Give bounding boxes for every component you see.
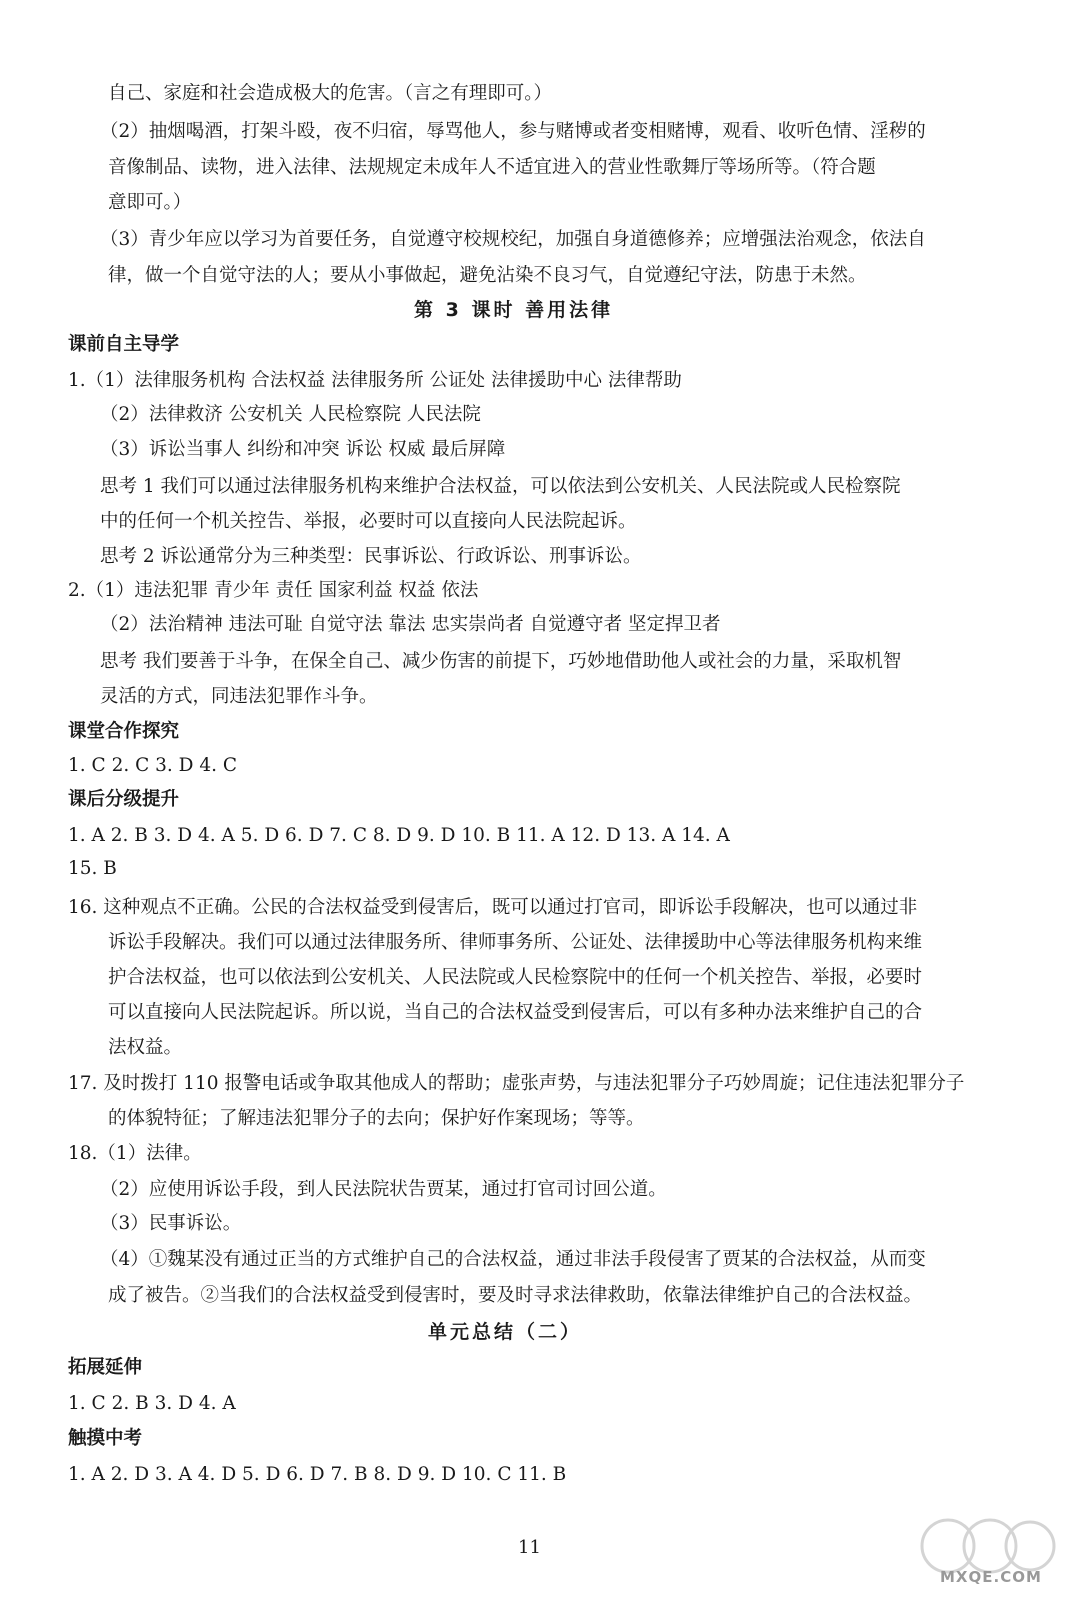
text-line: 音像制品、读物，进入法律、法规规定未成年人不适宜进入的营业性歌舞厅等场所等。（符合题 bbox=[108, 157, 876, 178]
text-line: 灵活的方式，同违法犯罪作斗争。 bbox=[100, 686, 378, 707]
text-line: 1.（1）法律服务机构 合法权益 法律服务所 公证处 法律援助中心 法律帮助 bbox=[68, 370, 682, 391]
section-title: 第 3 课时 善用法律 bbox=[414, 299, 614, 321]
text-line: 1. A 2. D 3. A 4. D 5. D 6. D 7. B 8. D 9. D 10. C 11. B bbox=[68, 1464, 567, 1485]
text-line: 2.（1）违法犯罪 青少年 责任 国家利益 权益 依法 bbox=[68, 580, 479, 601]
text-line: 16. 这种观点不正确。公民的合法权益受到侵害后，既可以通过打官司，即诉讼手段解决，也可以通过非 bbox=[68, 897, 918, 918]
subsection-heading: 课后分级提升 bbox=[68, 789, 180, 810]
text-line: 法权益。 bbox=[108, 1037, 183, 1058]
subsection-heading: 触摸中考 bbox=[68, 1428, 143, 1449]
text-line: 1. C 2. C 3. D 4. C bbox=[68, 755, 238, 776]
watermark-text: MXQE.COM bbox=[940, 1568, 1042, 1586]
text-line: （3）民事诉讼。 bbox=[100, 1213, 242, 1234]
subsection-heading: 课前自主导学 bbox=[68, 334, 180, 355]
text-line: 思考 2 诉讼通常分为三种类型：民事诉讼、行政诉讼、刑事诉讼。 bbox=[100, 546, 642, 567]
text-line: 可以直接向人民法院起诉。所以说，当自己的合法权益受到侵害后，可以有多种办法来维护自己的合 bbox=[108, 1002, 923, 1023]
subsection-heading: 课堂合作探究 bbox=[68, 721, 180, 742]
text-line: 律，做一个自觉守法的人；要从小事做起，避免沾染不良习气，自觉遵纪守法，防患于未然。 bbox=[108, 265, 867, 286]
page-number: 11 bbox=[518, 1537, 541, 1558]
text-line: 中的任何一个机关控告、举报，必要时可以直接向人民法院起诉。 bbox=[100, 511, 637, 532]
text-line: 1. C 2. B 3. D 4. A bbox=[68, 1393, 236, 1414]
text-line: 意即可。） bbox=[108, 192, 192, 213]
text-line: （4）①魏某没有通过正当的方式维护自己的合法权益，通过非法手段侵害了贾某的合法权益，从而变 bbox=[100, 1249, 926, 1270]
text-line: 的体貌特征；了解违法犯罪分子的去向；保护好作案现场；等等。 bbox=[108, 1108, 645, 1129]
text-line: （3）诉讼当事人 纠纷和冲突 诉讼 权威 最后屏障 bbox=[100, 439, 506, 460]
text-line: 思考 我们要善于斗争，在保全自己、减少伤害的前提下，巧妙地借助他人或社会的力量，采取机智 bbox=[100, 651, 902, 672]
text-line: （2）抽烟喝酒，打架斗殴，夜不归宿，辱骂他人，参与赌博或者变相赌博，观看、收听色情、淫秽的 bbox=[100, 121, 926, 142]
text-line: 1. A 2. B 3. D 4. A 5. D 6. D 7. C 8. D 9. D 10. B 11. A 12. D 13. A 14. A bbox=[68, 825, 730, 846]
text-line: （3）青少年应以学习为首要任务，自觉遵守校规校纪，加强自身道德修养；应增强法治观念，依法自 bbox=[100, 229, 926, 250]
text-line: 诉讼手段解决。我们可以通过法律服务所、律师事务所、公证处、法律援助中心等法律服务机构来维 bbox=[108, 932, 923, 953]
text-line: 17. 及时拨打 110 报警电话或争取其他成人的帮助；虚张声势，与违法犯罪分子巧妙周旋；记住违法犯罪分子 bbox=[68, 1073, 965, 1094]
subsection-heading: 拓展延伸 bbox=[68, 1357, 143, 1378]
text-line: 成了被告。②当我们的合法权益受到侵害时，要及时寻求法律救助，依靠法律维护自己的合法权益。 bbox=[108, 1285, 923, 1306]
section-title: 单元总结（二） bbox=[428, 1321, 583, 1343]
text-line: （2）法治精神 违法可耻 自觉守法 靠法 忠实崇尚者 自觉遵守者 坚定捍卫者 bbox=[100, 614, 721, 635]
text-line: 15. B bbox=[68, 858, 117, 879]
text-line: （2）应使用诉讼手段，到人民法院状告贾某，通过打官司讨回公道。 bbox=[100, 1179, 667, 1200]
text-line: 护合法权益，也可以依法到公安机关、人民法院或人民检察院中的任何一个机关控告、举报，必要时 bbox=[108, 967, 923, 988]
text-line: （2）法律救济 公安机关 人民检察院 人民法院 bbox=[100, 404, 481, 425]
text-line: 思考 1 我们可以通过法律服务机构来维护合法权益，可以依法到公安机关、人民法院或人民检察院 bbox=[100, 476, 901, 497]
text-line: 18.（1）法律。 bbox=[68, 1143, 202, 1164]
text-line: 自己、家庭和社会造成极大的危害。（言之有理即可。） bbox=[108, 83, 553, 104]
